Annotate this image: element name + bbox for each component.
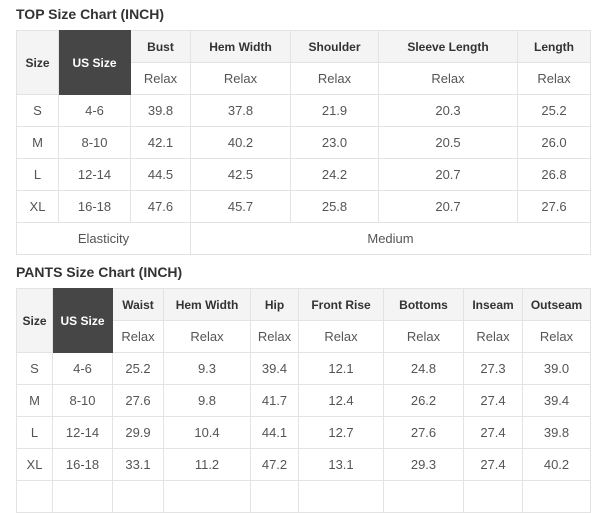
value-cell: 9.8 — [164, 385, 251, 417]
value-cell: 47.6 — [131, 191, 191, 223]
value-cell: 27.6 — [113, 385, 164, 417]
empty-cell — [523, 481, 591, 513]
us-size-cell: 12-14 — [59, 159, 131, 191]
size-column-header: Size — [17, 289, 53, 353]
size-cell: L — [17, 159, 59, 191]
value-cell: 12.1 — [299, 353, 384, 385]
value-cell: 39.4 — [251, 353, 299, 385]
column-header-inseam: Inseam — [464, 289, 523, 321]
value-cell: 20.7 — [379, 191, 518, 223]
value-cell: 21.9 — [291, 95, 379, 127]
value-cell: 12.4 — [299, 385, 384, 417]
column-header-bottoms: Bottoms — [384, 289, 464, 321]
size-cell: XL — [17, 449, 53, 481]
top-chart-title: TOP Size Chart (INCH) — [16, 6, 165, 22]
us-size-column-header: US Size — [59, 31, 131, 95]
size-cell: M — [17, 385, 53, 417]
table-row — [17, 127, 591, 159]
column-header-hip: Hip — [251, 289, 299, 321]
value-cell: 39.8 — [131, 95, 191, 127]
value-cell: 20.3 — [379, 95, 518, 127]
fit-cell: Relax — [523, 321, 591, 353]
value-cell: 24.8 — [384, 353, 464, 385]
value-cell: 26.2 — [384, 385, 464, 417]
us-size-cell: 12-14 — [53, 417, 113, 449]
column-header-hem-width: Hem Width — [191, 31, 291, 63]
value-cell: 37.8 — [191, 95, 291, 127]
value-cell: 39.0 — [523, 353, 591, 385]
us-size-cell: 16-18 — [59, 191, 131, 223]
fit-cell: Relax — [518, 63, 591, 95]
table-row — [17, 385, 591, 417]
value-cell: 45.7 — [191, 191, 291, 223]
elasticity-label-cell: Elasticity — [17, 223, 191, 255]
column-header-bust: Bust — [131, 31, 191, 63]
value-cell: 41.7 — [251, 385, 299, 417]
value-cell: 27.6 — [384, 417, 464, 449]
fit-cell: Relax — [379, 63, 518, 95]
us-size-cell: 8-10 — [59, 127, 131, 159]
table-row — [17, 95, 591, 127]
table-row — [17, 159, 591, 191]
value-cell: 29.3 — [384, 449, 464, 481]
partial-cutoff-row — [17, 481, 591, 513]
value-cell: 9.3 — [164, 353, 251, 385]
value-cell: 23.0 — [291, 127, 379, 159]
value-cell: 44.1 — [251, 417, 299, 449]
column-header-length: Length — [518, 31, 591, 63]
value-cell: 20.7 — [379, 159, 518, 191]
table-row — [17, 353, 591, 385]
column-header-outseam: Outseam — [523, 289, 591, 321]
value-cell: 29.9 — [113, 417, 164, 449]
top-table-body — [17, 95, 591, 223]
value-cell: 39.8 — [523, 417, 591, 449]
fit-cell: Relax — [464, 321, 523, 353]
value-cell: 42.1 — [131, 127, 191, 159]
elasticity-row — [17, 223, 591, 255]
value-cell: 27.4 — [464, 417, 523, 449]
top-size-table — [16, 30, 591, 255]
pants-header-row — [17, 289, 591, 321]
column-header-waist: Waist — [113, 289, 164, 321]
size-cell: M — [17, 127, 59, 159]
empty-cell — [164, 481, 251, 513]
value-cell: 24.2 — [291, 159, 379, 191]
column-header-hem-width: Hem Width — [164, 289, 251, 321]
fit-cell: Relax — [299, 321, 384, 353]
table-row — [17, 449, 591, 481]
size-cell: XL — [17, 191, 59, 223]
column-header-sleeve-length: Sleeve Length — [379, 31, 518, 63]
value-cell: 20.5 — [379, 127, 518, 159]
value-cell: 47.2 — [251, 449, 299, 481]
value-cell: 27.4 — [464, 449, 523, 481]
value-cell: 25.2 — [518, 95, 591, 127]
value-cell: 11.2 — [164, 449, 251, 481]
size-cell: S — [17, 353, 53, 385]
value-cell: 13.1 — [299, 449, 384, 481]
value-cell: 12.7 — [299, 417, 384, 449]
us-size-column-header: US Size — [53, 289, 113, 353]
value-cell: 27.4 — [464, 385, 523, 417]
column-header-shoulder: Shoulder — [291, 31, 379, 63]
top-header-row — [17, 31, 591, 63]
size-column-header: Size — [17, 31, 59, 95]
us-size-cell: 8-10 — [53, 385, 113, 417]
empty-cell — [299, 481, 384, 513]
fit-cell: Relax — [113, 321, 164, 353]
empty-cell — [251, 481, 299, 513]
value-cell: 27.6 — [518, 191, 591, 223]
empty-cell — [384, 481, 464, 513]
empty-cell — [113, 481, 164, 513]
value-cell: 39.4 — [523, 385, 591, 417]
fit-cell: Relax — [291, 63, 379, 95]
value-cell: 40.2 — [523, 449, 591, 481]
fit-cell: Relax — [191, 63, 291, 95]
empty-cell — [17, 481, 53, 513]
value-cell: 42.5 — [191, 159, 291, 191]
value-cell: 25.2 — [113, 353, 164, 385]
fit-cell: Relax — [384, 321, 464, 353]
us-size-cell: 4-6 — [53, 353, 113, 385]
elasticity-value-cell: Medium — [191, 223, 591, 255]
us-size-cell: 4-6 — [59, 95, 131, 127]
table-row — [17, 191, 591, 223]
fit-cell: Relax — [131, 63, 191, 95]
size-cell: S — [17, 95, 59, 127]
size-cell: L — [17, 417, 53, 449]
pants-chart-title: PANTS Size Chart (INCH) — [16, 264, 183, 280]
value-cell: 40.2 — [191, 127, 291, 159]
value-cell: 25.8 — [291, 191, 379, 223]
table-row — [17, 417, 591, 449]
us-size-cell: 16-18 — [53, 449, 113, 481]
value-cell: 10.4 — [164, 417, 251, 449]
empty-cell — [464, 481, 523, 513]
value-cell: 26.0 — [518, 127, 591, 159]
pants-size-table — [16, 288, 591, 513]
pants-table-body — [17, 353, 591, 481]
empty-cell — [53, 481, 113, 513]
value-cell: 26.8 — [518, 159, 591, 191]
fit-cell: Relax — [251, 321, 299, 353]
value-cell: 44.5 — [131, 159, 191, 191]
value-cell: 33.1 — [113, 449, 164, 481]
fit-cell: Relax — [164, 321, 251, 353]
value-cell: 27.3 — [464, 353, 523, 385]
column-header-front-rise: Front Rise — [299, 289, 384, 321]
